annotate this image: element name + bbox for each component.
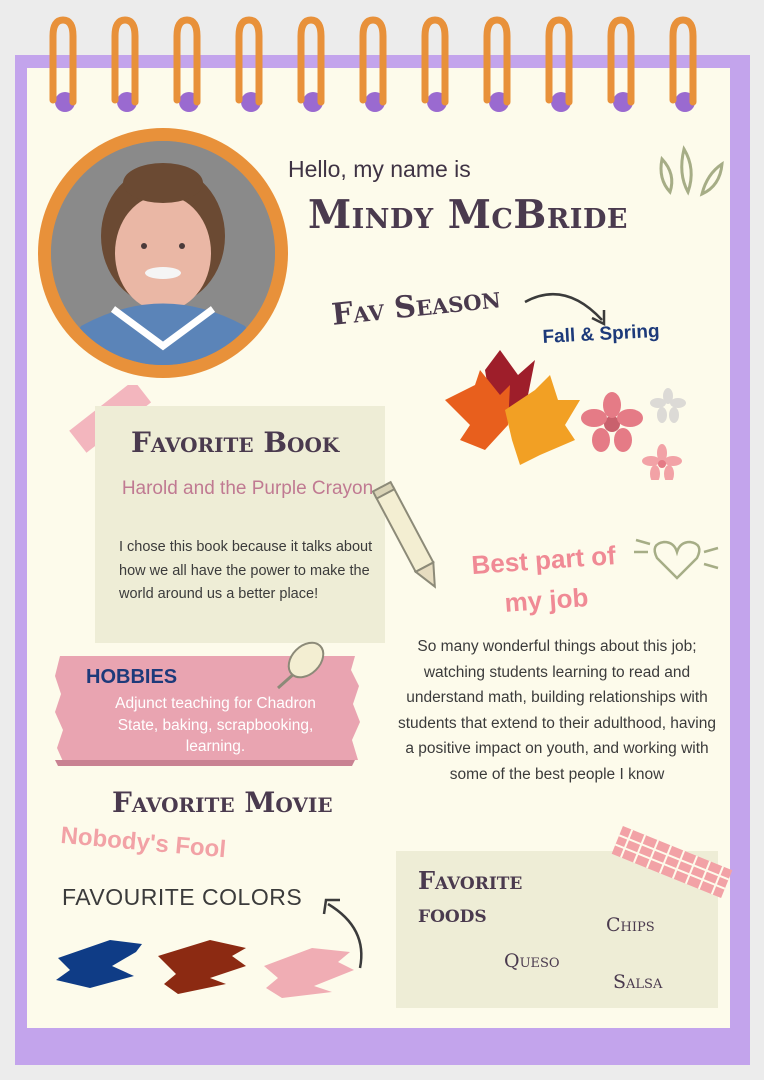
profile-photo-frame [38, 128, 288, 378]
spiral-ring-icon [417, 14, 457, 118]
spiral-ring-icon [107, 14, 147, 118]
spiral-ring-icon [665, 14, 705, 118]
spiral-ring-icon [479, 14, 519, 118]
favorite-foods-title: Favorite foods [418, 866, 523, 928]
spiral-ring-icon [45, 14, 85, 118]
color-swatch-navy [56, 940, 142, 988]
person-name: Mindy McBride [308, 192, 628, 238]
heart-doodle-icon [632, 530, 722, 590]
spiral-ring-icon [231, 14, 271, 118]
color-swatches [50, 930, 360, 1002]
spiral-ring-icon [541, 14, 581, 118]
spiral-ring-icon [355, 14, 395, 118]
push-pin-icon [270, 638, 330, 694]
food-item-queso: Queso [504, 950, 560, 972]
spiral-ring-icon [293, 14, 333, 118]
greeting-text: Hello, my name is [288, 156, 471, 182]
color-swatch-pink [264, 948, 354, 998]
pencil-icon [372, 478, 447, 598]
food-item-chips: Chips [606, 914, 655, 936]
profile-photo [51, 141, 275, 365]
spiral-ring-icon [603, 14, 643, 118]
fav-season-title: Fav Season [330, 280, 503, 333]
best-part-description: So many wonderful things about this job; watching students learning to read and understand math, building relationships with students that extend to their adulthood, having a positive impact on youth, and working with some of the best people I know [398, 638, 716, 783]
favorite-book-description: I chose this book because it talks about how we all have the power to make the world around us a better place! [119, 539, 373, 602]
favorite-book-name: Harold and the Purple Crayon [121, 478, 374, 499]
favorite-movie-value: Nobody's Fool [59, 822, 228, 864]
color-swatch-brown [158, 940, 246, 994]
favourite-colors-title: FAVOURITE COLORS [62, 884, 303, 910]
fav-season-value: Fall & Spring [542, 320, 661, 348]
tape-decoration-pink [605, 825, 740, 900]
best-part-title: Best part of my job [470, 540, 617, 618]
leaf-doodle-icon [652, 144, 732, 200]
favorite-movie-title: Favorite Movie [112, 786, 333, 819]
spiral-ring-icon [169, 14, 209, 118]
food-item-salsa: Salsa [613, 971, 663, 993]
hobbies-description: Adjunct teaching for Chadron State, baking, scrapbooking, learning. [115, 695, 316, 755]
favorite-book-title: Favorite Book [131, 426, 340, 459]
autumn-leaves-illustration [440, 340, 700, 480]
hobbies-title: HOBBIES [86, 666, 178, 688]
